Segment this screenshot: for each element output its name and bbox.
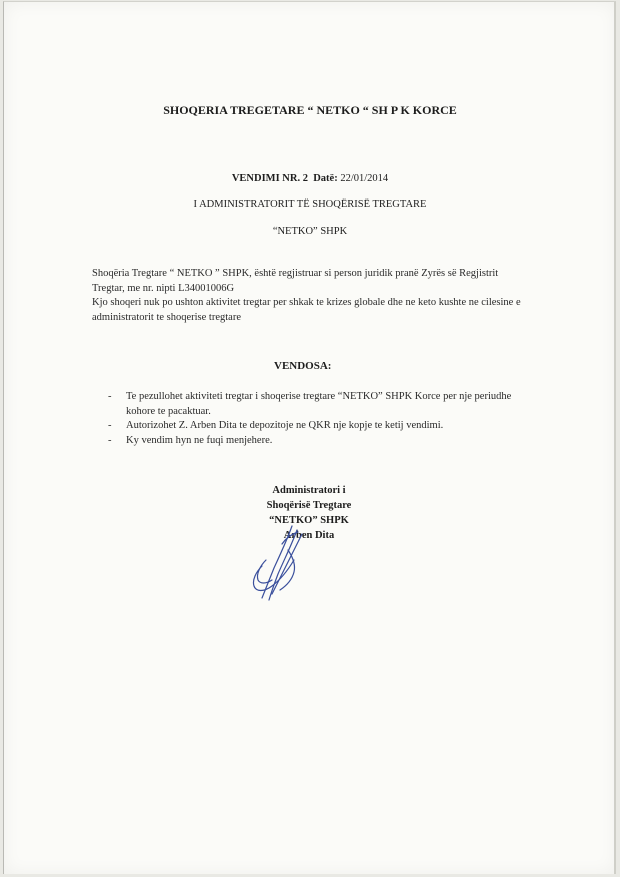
body-text xyxy=(92,267,532,325)
bullet-dash: - xyxy=(108,391,112,402)
handwritten-signature-icon xyxy=(242,520,312,610)
administrator-of-heading: I ADMINISTRATORIT TË SHOQËRISË TREGTARE xyxy=(193,199,427,210)
decision-item-text: Autorizohet Z. Arben Dita te depozitoje ne QKR nje kopje te ketij vendimi. xyxy=(126,420,444,431)
decisions-list xyxy=(108,390,528,448)
document-page xyxy=(3,1,616,874)
signature-company-short: “NETKO” SHPK xyxy=(269,515,349,526)
decision-item-text: Ky vendim hyn ne fuqi menjehere. xyxy=(126,434,273,446)
date-label: Datë: xyxy=(313,173,338,184)
activity-paragraph: Kjo shoqeri nuk po ushton aktivitet tregtar per shkak te krizes globale dhe ne keto kushte ne cilesine e administratorit te shoqerise tregtare xyxy=(92,297,521,323)
decision-item xyxy=(108,390,528,419)
signature-title: Administratori i xyxy=(272,485,346,496)
decision-date xyxy=(313,173,388,184)
signature-company: Shoqërisë Tregtare xyxy=(266,500,352,511)
bullet-dash: - xyxy=(108,420,112,431)
signature-strokes xyxy=(253,526,302,600)
bullet-dash: - xyxy=(108,434,112,446)
decision-number: VENDIMI NR. 2 xyxy=(231,173,308,184)
decided-heading: VENDOSA: xyxy=(274,360,332,372)
decision-item-text: Te pezullohet aktiviteti tregtar i shoqerise tregtare “NETKO” SHPK Korce per nje periudhe kohore te pacaktuar. xyxy=(126,391,512,417)
decision-item xyxy=(108,434,528,449)
decision-item xyxy=(108,419,528,434)
decision-line xyxy=(4,173,616,184)
company-short-name: “NETKO” SHPK xyxy=(272,226,348,237)
date-value: 22/01/2014 xyxy=(340,173,389,184)
company-title: SHOQERIA TREGETARE “ NETKO “ SH P K KORCE xyxy=(163,103,457,117)
registration-paragraph: Shoqëria Tregtare “ NETKO ” SHPK, është regjistruar si person juridik pranë Zyrës së Regjistrit Tregtar, me nr. nipti L34001006G xyxy=(92,268,499,294)
signature-name: Arben Dita xyxy=(283,530,335,541)
page-edge-shadow xyxy=(614,2,616,874)
